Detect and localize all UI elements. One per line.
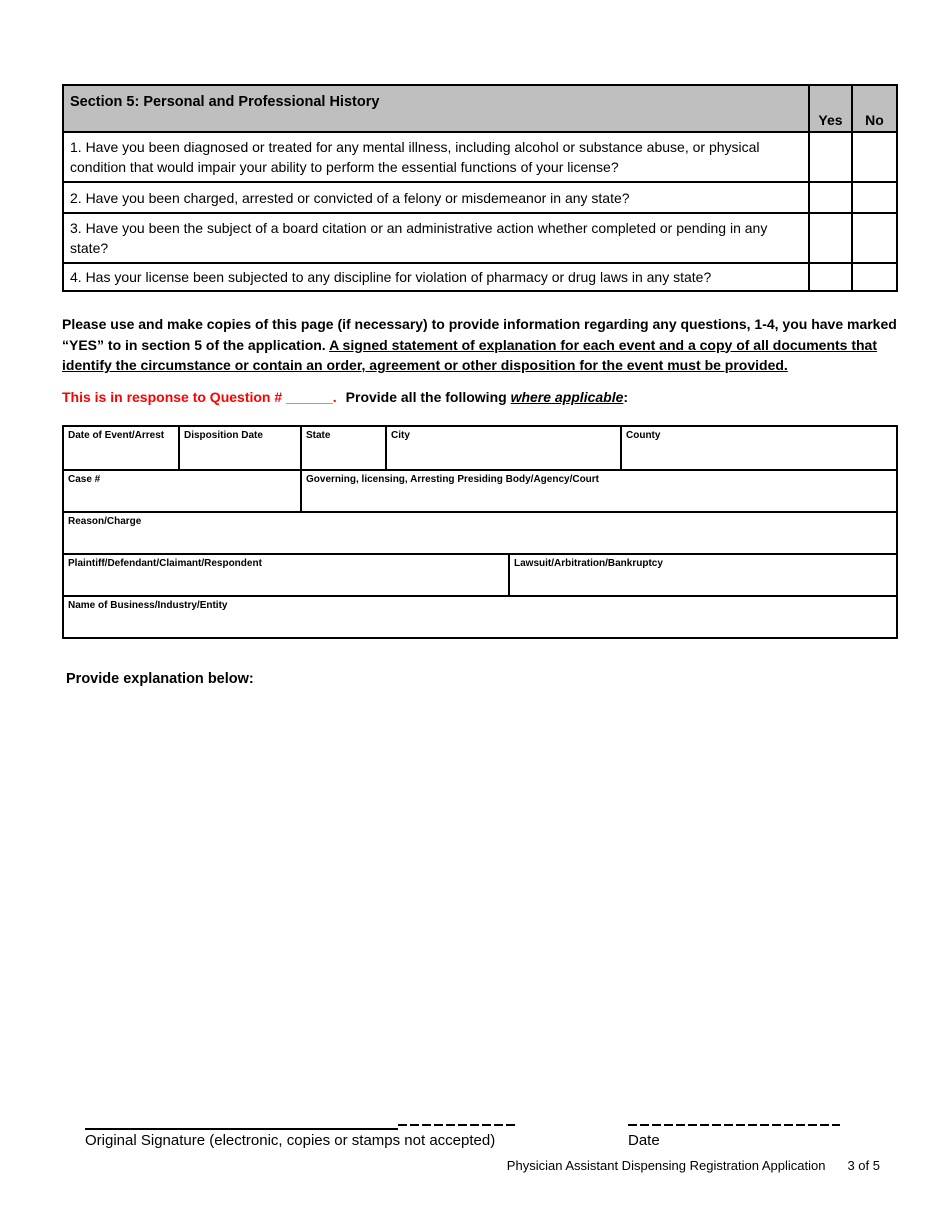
reason-charge-field[interactable]: Reason/Charge: [68, 516, 142, 527]
section5-table: [62, 84, 898, 292]
where-applicable-text: where applicable: [510, 389, 624, 405]
event-details-table: [62, 425, 898, 639]
signature-line-extension[interactable]: [398, 1124, 518, 1126]
page-footer: [507, 1158, 880, 1173]
event-row-5: [64, 595, 896, 637]
county-field[interactable]: County: [620, 427, 896, 469]
event-row-4: [64, 553, 896, 595]
yes-column-header: Yes: [808, 86, 851, 131]
lawsuit-field[interactable]: Lawsuit/Arbitration/Bankruptcy: [508, 555, 896, 595]
response-line: [62, 389, 628, 405]
signature-line[interactable]: [85, 1128, 398, 1130]
case-number-field[interactable]: Case #: [68, 474, 101, 485]
question-2-no-cell[interactable]: [851, 183, 896, 212]
section5-title: Section 5: Personal and Professional History: [70, 94, 380, 110]
question-4-yes-cell[interactable]: [808, 264, 851, 290]
event-row-2: [64, 469, 896, 511]
governing-body-field[interactable]: Governing, licensing, Arresting Presiding Body/Agency/Court: [300, 471, 896, 511]
question-2-text: 2. Have you been charged, arrested or convicted of a felony or misdemeanor in any state?: [70, 189, 630, 206]
instructions-underlined: A signed statement of explanation for each event and a copy of all documents that identify the circumstance or contain an order, agreement or other disposition for the event must be provided.: [62, 336, 877, 373]
instructions-paragraph: [62, 314, 900, 376]
question-row-1: [64, 131, 896, 181]
no-column-header: No: [851, 86, 896, 131]
city-field[interactable]: City: [385, 427, 620, 469]
explanation-label: Provide explanation below:: [66, 671, 254, 687]
question-1-text: 1. Have you been diagnosed or treated for any mental illness, including alcohol or substance abuse, or physical condition that would impair your ability to perform the essential functions of your license?: [70, 139, 760, 175]
question-4-text: 4. Has your license been subjected to any discipline for violation of pharmacy or drug laws in any state?: [70, 269, 712, 285]
question-1-no-cell[interactable]: [851, 133, 896, 181]
event-row-1: [64, 427, 896, 469]
question-1-yes-cell[interactable]: [808, 133, 851, 181]
question-2-yes-cell[interactable]: [808, 183, 851, 212]
plaintiff-field[interactable]: Plaintiff/Defendant/Claimant/Respondent: [68, 558, 262, 569]
date-line[interactable]: [628, 1124, 840, 1126]
footer-page-number: 3 of 5: [847, 1158, 880, 1173]
footer-app-name: Physician Assistant Dispensing Registration Application: [506, 1158, 826, 1173]
question-row-4: [64, 262, 896, 290]
event-row-3: [64, 511, 896, 553]
question-row-3: [64, 212, 896, 262]
signature-label: Original Signature (electronic, copies or stamps not accepted): [85, 1132, 496, 1149]
instructions-part1: Please use and make copies of this page (if necessary) to provide information regarding any questions, 1-4, you have marked “YES” to in section 5 of the application.: [62, 316, 897, 353]
date-of-event-field[interactable]: Date of Event/Arrest: [68, 430, 165, 441]
response-black-text: Provide all the following: [345, 389, 511, 405]
business-name-field[interactable]: Name of Business/Industry/Entity: [68, 600, 228, 611]
question-row-2: [64, 181, 896, 212]
question-3-no-cell[interactable]: [851, 214, 896, 262]
state-field[interactable]: State: [300, 427, 385, 469]
section5-header-row: [64, 86, 896, 131]
question-3-text: 3. Have you been the subject of a board citation or an administrative action whether completed or pending in any state?: [70, 220, 768, 256]
question-4-no-cell[interactable]: [851, 264, 896, 290]
disposition-date-field[interactable]: Disposition Date: [178, 427, 300, 469]
date-label: Date: [628, 1132, 660, 1149]
response-colon: :: [623, 389, 629, 405]
question-3-yes-cell[interactable]: [808, 214, 851, 262]
response-red-text[interactable]: This is in response to Question # ______.: [62, 389, 337, 405]
explanation-area[interactable]: [62, 695, 898, 1105]
